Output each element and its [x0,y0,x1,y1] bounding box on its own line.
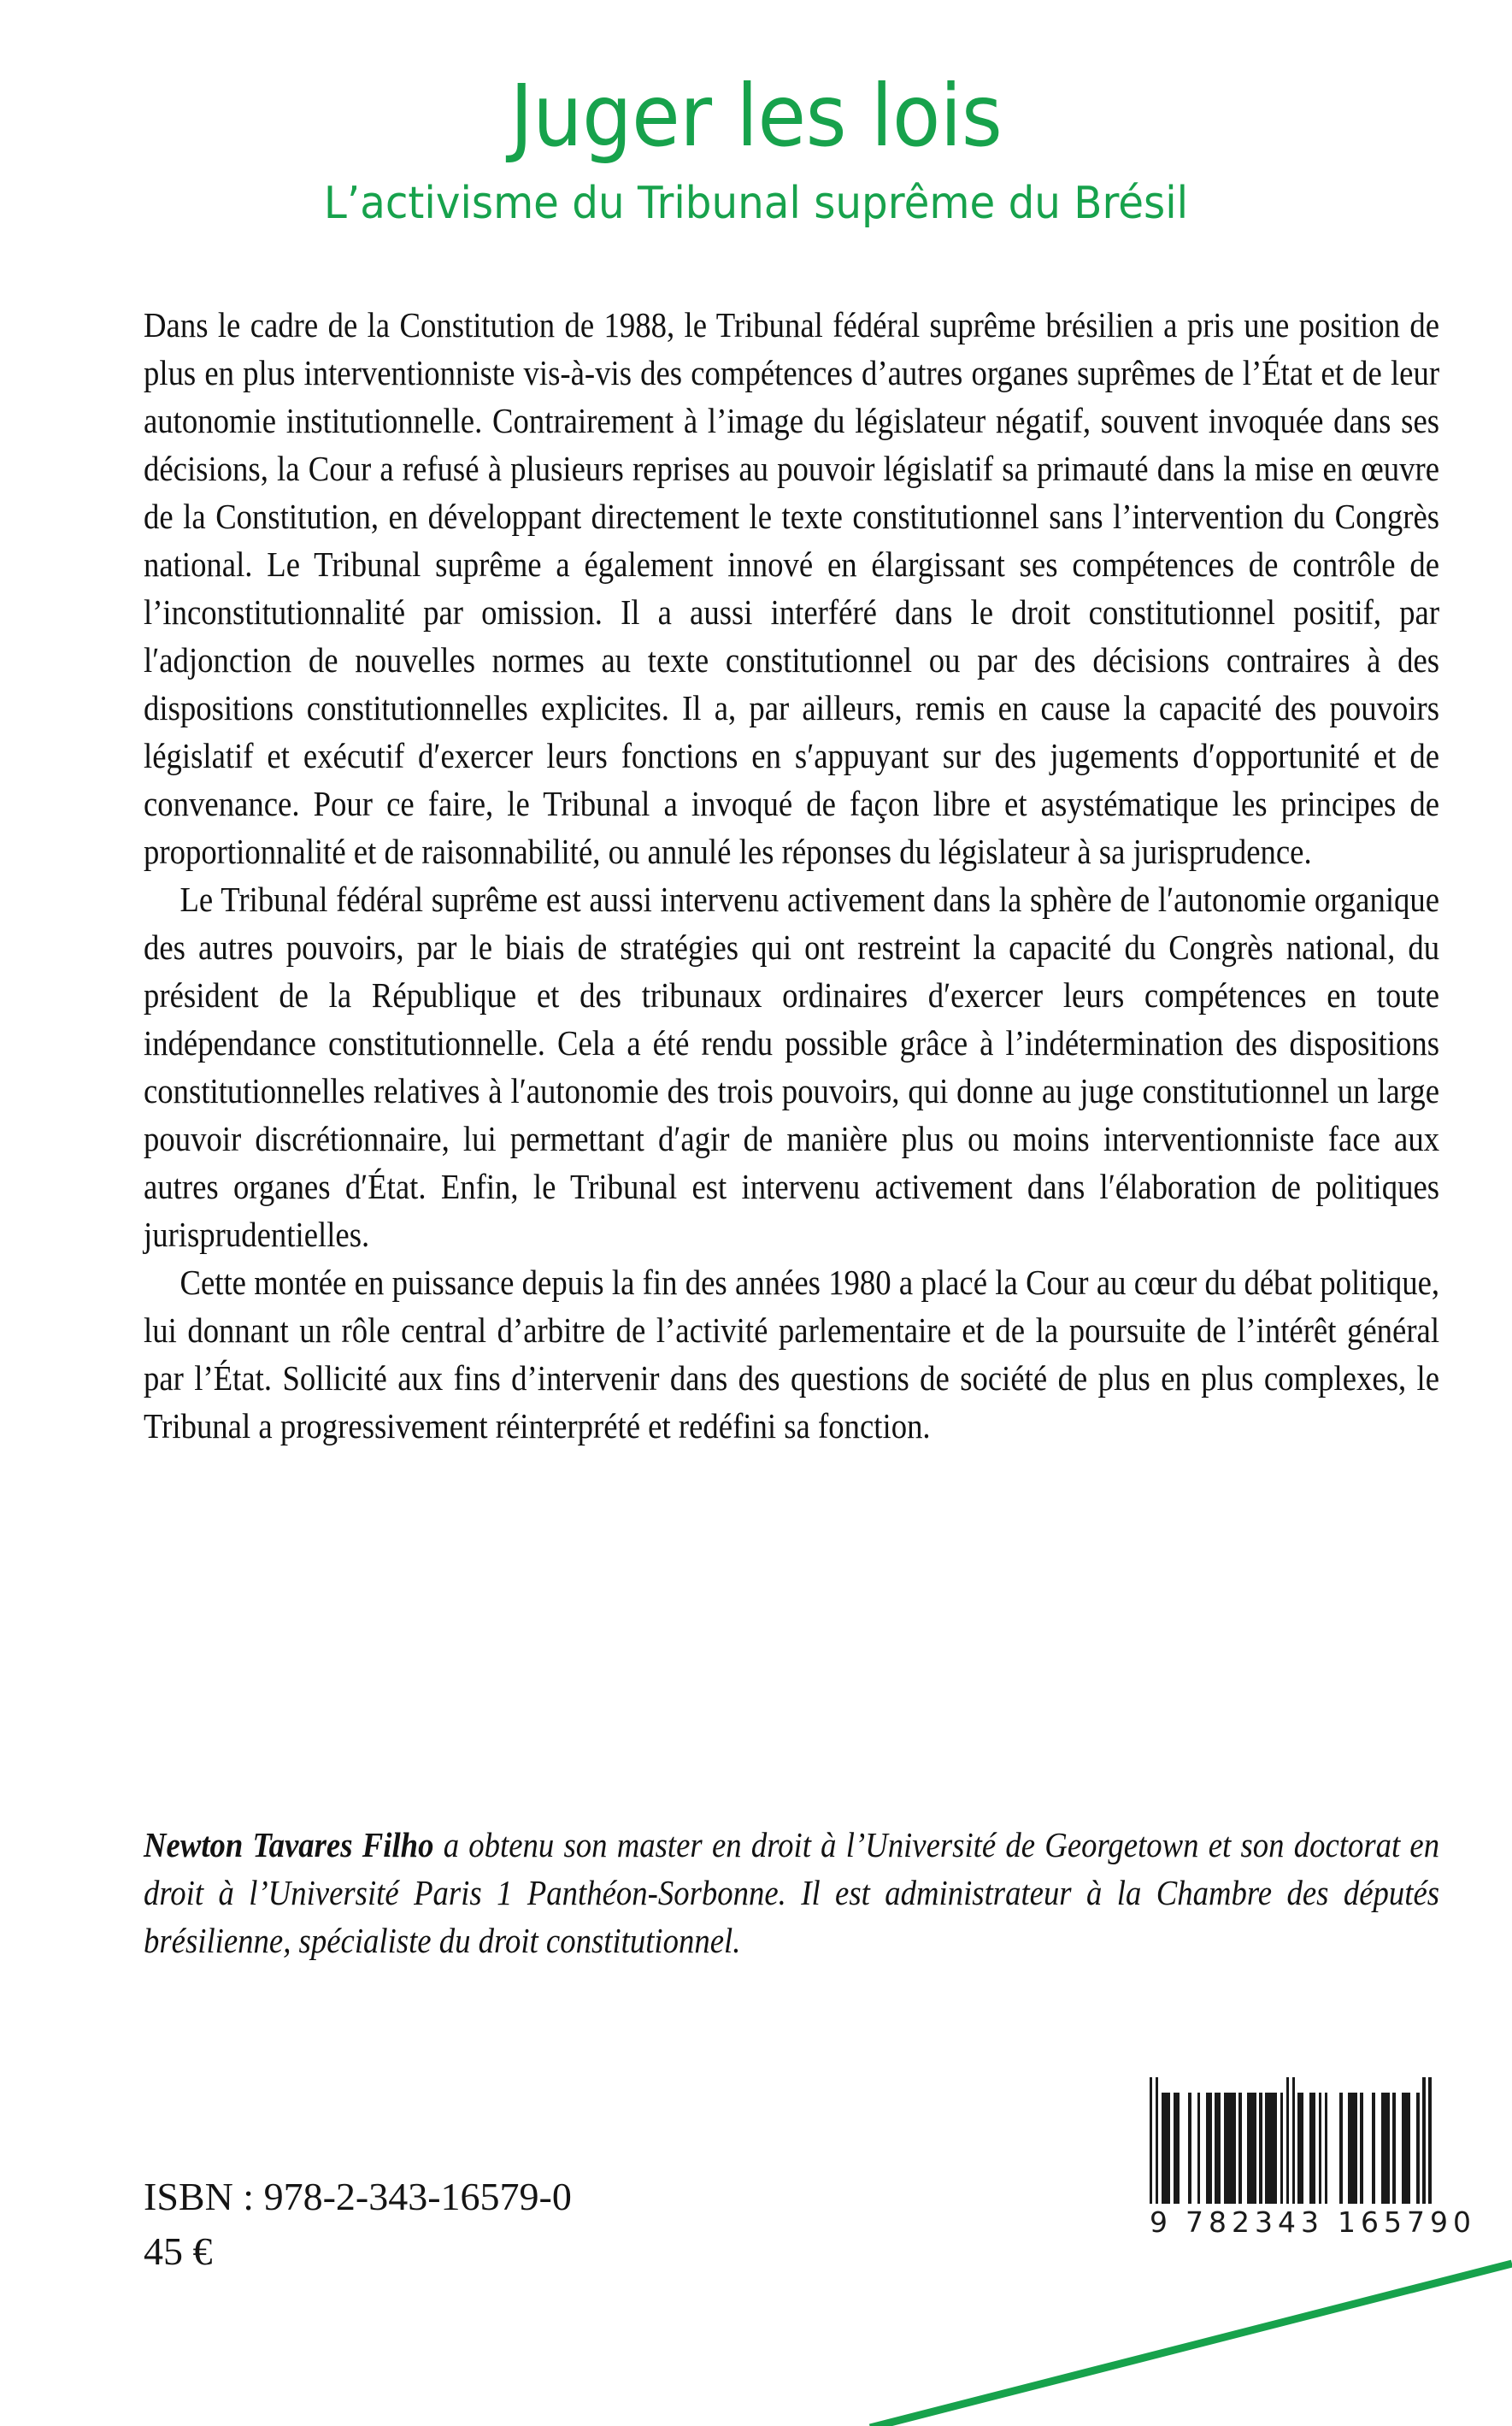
cover-title-block [0,66,1512,229]
barcode-left-group: 782343 [1185,2205,1324,2239]
barcode-digits [1150,2205,1476,2239]
blurb-paragraph-2: Le Tribunal fédéral suprême est aussi intervenu activement dans la sphère de lʹautonomie organique des autres pouvoirs, par le biais de stratégies qui ont restreint la capacité du Congrès national, du président de la République et des tribunaux ordinaires dʹexercer leurs compétences en toute indépendance constitutionnelle. Cela a été rendu possible grâce à l’indétermination des dispositions constitutionnelles relatives à lʹautonomie des trois pouvoirs, qui donne au juge constitutionnel un large pouvoir discrétionnaire, lui permettant dʹagir de manière plus ou moins interventionniste face aux autres organes dʹÉtat. Enfin, le Tribunal est intervenu activement dans lʹélaboration de politiques jurisprudentielles. [144,880,1440,1254]
author-bio-paragraph [144,1821,1439,1964]
author-name: Newton Tavares Filho [144,1825,434,1864]
barcode-bars [1150,2093,1432,2204]
barcode-right-group: 165790 [1337,2205,1476,2239]
price-line: 45 € [144,2229,213,2273]
author-bio-text: a obtenu son master en droit à l’Université de Georgetown et son doctorat en droit à l’Université Paris 1 Panthéon-Sorbonne. Il est administrateur à la Chambre des députés brésilienne, spécialiste du droit constitutionnel. [144,1825,1440,1960]
barcode [1150,2093,1476,2239]
blurb-paragraph-1: Dans le cadre de la Constitution de 1988, le Tribunal fédéral suprême brésilien a pris une position de plus en plus interventionniste vis-à-vis des compétences d’autres organes suprêmes de l’État et de leur autonomie institutionnelle. Contrairement à l’image du législateur négatif, souvent invoquée dans ses décisions, la Cour a refusé à plusieurs reprises au pouvoir législatif sa primauté dans la mise en œuvre de la Constitution, en développant directement le texte constitutionnel sans l’intervention du Congrès national. Le Tribunal suprême a également innové en élargissant ses compétences de contrôle de l’inconstitutionnalité par omission. Il a aussi interféré dans le droit constitutionnel positif, par lʹadjonction de nouvelles normes au texte constitutionnel ou par des décisions contraires à des dispositions constitutionnelles explicites. Il a, par ailleurs, remis en cause la capacité des pouvoirs législatif et exécutif dʹexercer leurs fonctions en sʹappuyant sur des jugements dʹopportunité et de convenance. Pour ce faire, le Tribunal a invoqué de façon libre et asystématique les principes de proportionnalité et de raisonnabilité, ou annulé les réponses du législateur à sa jurisprudence. [144,305,1440,871]
author-bio [144,1821,1439,1964]
isbn-line: ISBN : 978-2-343-16579-0 [144,2175,572,2218]
page-subtitle: L’activisme du Tribunal suprême du Brésil [323,178,1189,229]
back-cover-blurb [144,301,1439,1450]
isbn-price-block [144,2170,572,2279]
barcode-lead-digit: 9 [1150,2205,1168,2239]
blurb-paragraph-3: Cette montée en puissance depuis la fin des années 1980 a placé la Cour au cœur du débat politique, lui donnant un rôle central d’arbitre de l’activité parlementaire et de la poursuite de l’intérêt général par l’État. Sollicité aux fins d’intervenir dans des questions de société de plus en plus complexes, le Tribunal a progressivement réinterprété et redéfini sa fonction. [144,1263,1440,1446]
page-title: Juger les lois [509,66,1003,166]
